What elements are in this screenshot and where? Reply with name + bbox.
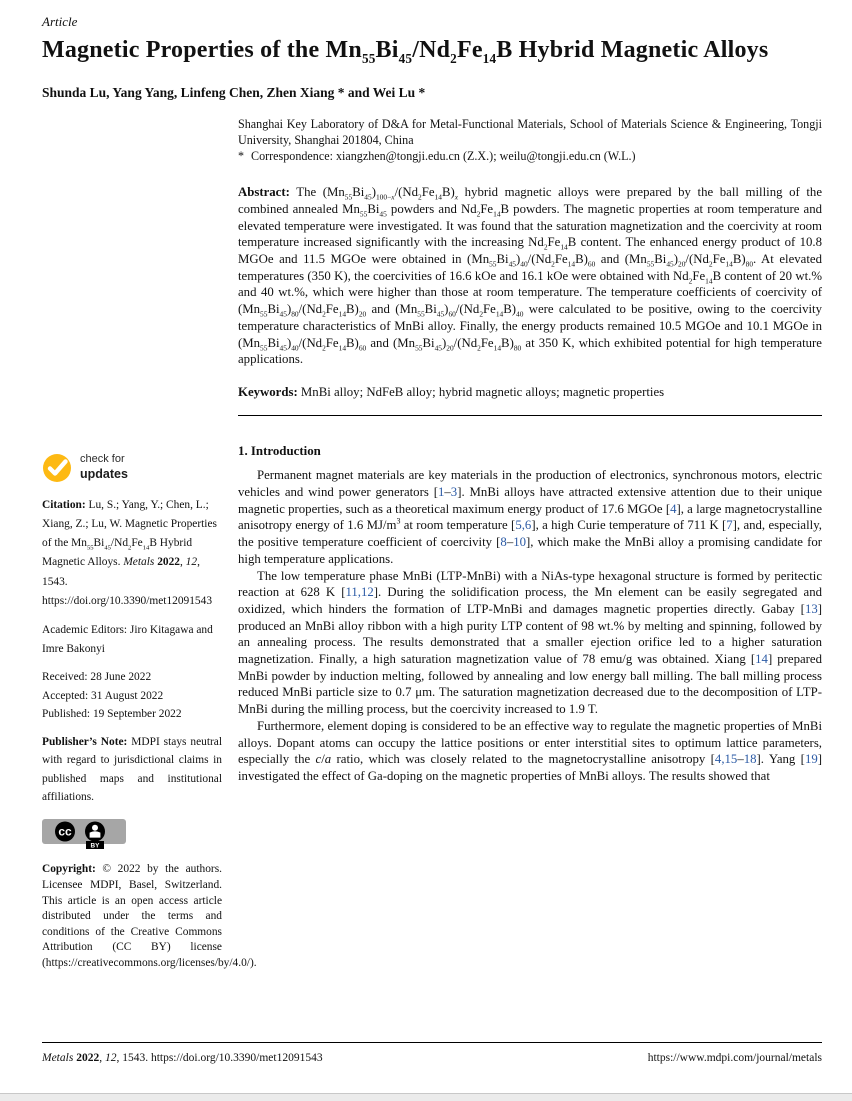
received-date: Received: 28 June 2022 bbox=[42, 671, 152, 684]
citation-ref[interactable]: 4 bbox=[670, 501, 677, 516]
citation-ref[interactable]: 14 bbox=[755, 652, 768, 667]
keywords-label: Keywords: bbox=[238, 384, 298, 399]
citation-block: Citation: Lu, S.; Yang, Y.; Chen, L.; Xiang, Z.; Lu, W. Magnetic Properties of the $Mn_{55}Bi_{45}/Nd_2Fe_{14}B$ Hybrid Magnetic Alloys. Metals 2022, 12, 1543. https://doi.org/10.3390/met12091543 bbox=[42, 498, 217, 607]
citation-ref[interactable]: 18 bbox=[743, 752, 757, 767]
article-type-label: Article bbox=[42, 14, 78, 29]
left-margin-column bbox=[42, 117, 257, 981]
accepted-date: Accepted: 31 August 2022 bbox=[42, 689, 164, 702]
citation-ref[interactable]: 19 bbox=[804, 752, 818, 767]
history-dates-block bbox=[42, 668, 222, 724]
intro-paragraph-3: Furthermore, element doping is considered to be an effective way to regulate the magnetic properties of MnBi alloys. Dopant atoms can occupy the lattice positions or enter interstitial sites to optimum lattice parameters, especially the c/a ratio, which was closely related to the magnetocrystalline anisotropy [4,15–18]. Yang [19] investigated the effect of Ga-doping on the magnetic properties of MnBi alloys. The results showed that bbox=[238, 718, 822, 783]
journal-url-link[interactable]: https://www.mdpi.com/journal/metals bbox=[647, 1052, 822, 1064]
citation-ref[interactable]: 11,12 bbox=[345, 585, 374, 600]
email-link[interactable]: xiangzhen@tongji.edu.cn bbox=[335, 149, 460, 164]
citation-ref[interactable]: 7 bbox=[726, 518, 733, 533]
page-footer bbox=[42, 1042, 822, 1064]
abstract-paragraph bbox=[238, 184, 822, 368]
academic-editors-line: Academic Editors: Jiro Kitagawa and Imre Bakonyi bbox=[42, 624, 213, 656]
main-text-column bbox=[238, 117, 822, 981]
abstract-label: Abstract: bbox=[238, 185, 290, 200]
correspondence-line bbox=[238, 149, 822, 165]
intro-paragraph-1: Permanent magnet materials are key materials in the production of electronics, synchronous motors, electric vehicles and wind power generators [1–3]. MnBi alloys have attracted extensive attention due to their unique magnetic properties, such as a theoretical maximum energy product of 17.6 MGOe [4], a large magnetocrystalline anisotropy energy of 1.6 $MJ/m^3$ at room temperature [5,6], a high Curie temperature of 711 K [7], and, especially, the positive temperature coefficient of coercivity [8–10], which make the MnBi alloy a promising candidate for high temperature applications. bbox=[238, 468, 823, 566]
section-divider bbox=[238, 415, 822, 416]
keywords-line bbox=[238, 384, 822, 401]
creative-commons-icon bbox=[42, 819, 126, 851]
viewer-bottom-strip bbox=[0, 1093, 852, 1101]
published-date: Published: 19 September 2022 bbox=[42, 708, 182, 721]
svg-text:BY: BY bbox=[90, 842, 100, 850]
citation-ref[interactable]: 5,6 bbox=[515, 518, 532, 533]
page-title: Magnetic Properties of the $Mn_{55}Bi_{45}/Nd_2Fe_{14}B$ Hybrid Magnetic Alloys bbox=[42, 37, 769, 66]
citation-ref[interactable]: 10 bbox=[513, 535, 527, 550]
cc-by-license-badge[interactable] bbox=[42, 819, 126, 854]
abstract-text: The $(Mn_{55}Bi_{45})_{100-x}/(Nd_2Fe_{14}B)_x$ hybrid magnetic alloys were prepared by the ball milling of the combined annealed $Mn_{55}Bi_{45}$ powders and $Nd_2Fe_{14}B$ powders. The magnetic properties at room temperature and elevated temperature were investigated. It was found that the saturation magnetization and the coercivity at room temperature increased significantly with the increasing $Nd_2Fe_{14}B$ content. The enhanced energy product of 10.8 MGOe and 11.5 MGOe were obtained in $(Mn_{55}Bi_{45})_{40}/(Nd_2Fe_{14}B)_{60}$ and $(Mn_{55}Bi_{45})_{20}/(Nd_2Fe_{14}B)_{80}$. At elevated temperatures (350 K), the coercivities of 16.6 kOe and 16.1 kOe were obtained with $Nd_2Fe_{14}B$ content of 20 wt.% and 40 wt.%, which were higher than those at room temperature. The temperature coefficients of coercivity of $(Mn_{55}Bi_{45})_{80}/(Nd_2Fe_{14}B)_{20}$ and $(Mn_{55}Bi_{45})_{60}/(Nd_2Fe_{14}B)_{40}$ were calculated to be positive, owing to the coercivity temperature characteristics of MnBi alloy. Finally, the energy products remained 10.5 MGOe and 10.1 MGOe in $(Mn_{55}Bi_{45})_{40}/(Nd_2Fe_{14}B)_{60}$ and $(Mn_{55}Bi_{45})_{20}/(Nd_2Fe_{14}B)_{80}$ at 350 K, which exhibited potential for high temperature applications. bbox=[238, 185, 823, 367]
correspondence-asterisk: * bbox=[238, 149, 245, 164]
email-link[interactable]: weilu@tongji.edu.cn bbox=[499, 149, 601, 164]
citation-ref[interactable]: 13 bbox=[804, 601, 818, 616]
authors-line: Shunda Lu, Yang Yang, Linfeng Chen, Zhen Xiang * and Wei Lu * bbox=[42, 84, 426, 100]
svg-text:cc: cc bbox=[58, 824, 72, 839]
badge-text-line2: updates bbox=[80, 466, 128, 481]
publisher-note: Publisher’s Note: MDPI stays neutral with regard to jurisdictional claims in published maps and institutional affiliations. bbox=[42, 735, 222, 804]
doi-link[interactable]: https://doi.org/10.3390/met12091543 bbox=[42, 594, 213, 607]
citation-ref[interactable]: 1 bbox=[437, 485, 445, 500]
affiliation-line: Shanghai Key Laboratory of D&A for Metal-Functional Materials, School of Materials Science & Engineering, Tongji University, Shanghai 201804, China bbox=[238, 116, 822, 147]
license-link[interactable]: https://creativecommons.org/licenses/by/4.0/ bbox=[45, 956, 250, 969]
footer-divider bbox=[42, 1042, 822, 1043]
citation-ref[interactable]: 8 bbox=[500, 535, 507, 550]
copyright-block: Copyright: © 2022 by the authors. Licensee MDPI, Basel, Switzerland. This article is an open access article distributed under the terms and conditions of the Creative Commons Attribution (CC BY) license (https://creativecommons.org/licenses/by/4.0/). bbox=[42, 863, 257, 969]
intro-paragraph-2: The low temperature phase MnBi (LTP-MnBi) with a NiAs-type hexagonal structure is formed by peritectic reaction at 628 K [11,12]. During the solidification process, the Mn element can be easily segregated and oxidized, which hinders the formation of LTP-MnBi and damages magnetic properties directly. Gabay [13] produced an MnBi alloy ribbon with a high purity LTP content of 98 wt.% by melting and spinning, followed by an annealing process. The results demonstrated that a smaller ejection orifice led to a higher saturation magnetization. Finally, a high saturation magnetization value of 78 emu/g was obtained. Xiang [14] prepared MnBi powder by induction melting, followed by annealing and low energy ball milling. The ball milling process reduced MnBi particle size to 0.7 μm. The saturation magnetization decreased due to the decomposition of LTP-MnBi during the milling process, but the coercivity increased to 1.9 T. bbox=[238, 568, 823, 717]
citation-ref[interactable]: 4,15 bbox=[714, 752, 738, 767]
check-circle-icon bbox=[42, 453, 72, 483]
journal-reference: Metals 2022, 12, 1543. https://doi.org/10.3390/met12091543 bbox=[42, 1052, 323, 1064]
badge-text-line1: check for bbox=[80, 453, 125, 466]
two-column-body bbox=[0, 117, 852, 981]
check-for-updates-badge[interactable] bbox=[42, 453, 128, 483]
citation-ref[interactable]: 3 bbox=[450, 485, 458, 500]
correspondence-text: Correspondence: xiangzhen@tongji.edu.cn (Z.X.); weilu@tongji.edu.cn (W.L.) bbox=[251, 149, 636, 164]
paper-header bbox=[0, 0, 852, 101]
section-heading-introduction: 1. Introduction bbox=[238, 443, 321, 458]
doi-link[interactable]: https://doi.org/10.3390/met12091543 bbox=[150, 1052, 323, 1064]
keywords-text: MnBi alloy; NdFeB alloy; hybrid magnetic alloys; magnetic properties bbox=[300, 384, 665, 399]
